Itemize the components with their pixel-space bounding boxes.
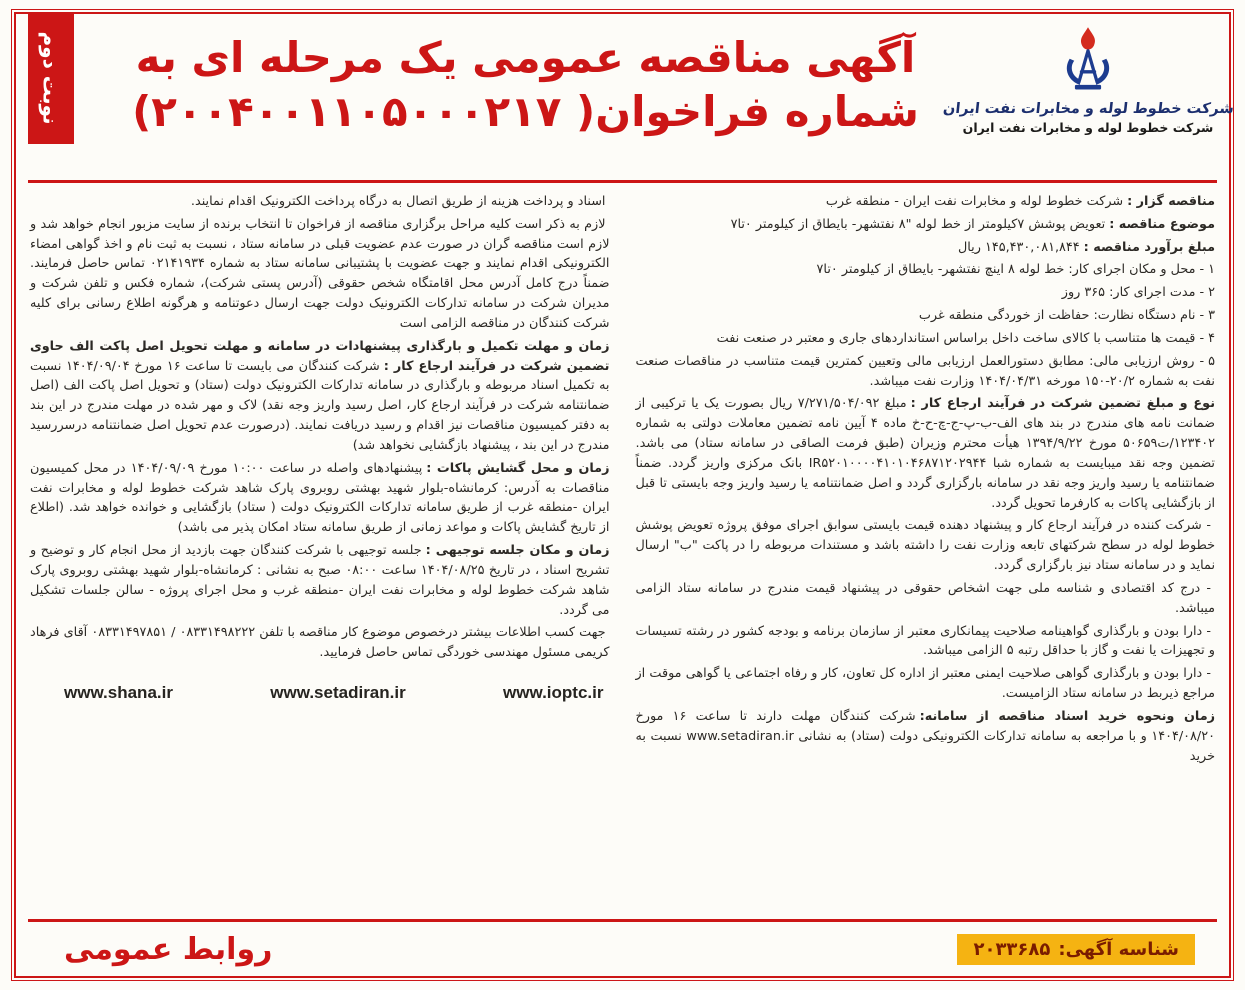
tender-item-submission-deadline [30, 337, 610, 456]
public-relations-label: روابط عمومی [64, 931, 273, 967]
tender-item-contracting-entity [636, 192, 1216, 212]
item-text: جهت کسب اطلاعات بیشتر درخصوص موضوع کار مناقصه با تلفن ۰۸۳۳۱۴۹۸۲۲۲ / ۰۸۳۳۱۴۹۷۸۵۱ آقای فرهاد کریمی مسئول مهندسی خوردگی تماس حاصل فرمایید. [30, 625, 610, 661]
column-right [636, 192, 1216, 913]
item-label: زمان و مهلت تکمیل و بارگذاری پیشنهادات در سامانه و مهلت تحویل اصل پاکت الف حاوی تضمین شرکت در فرآیند ارجاع کار : [30, 338, 610, 374]
item-text: - دارا بودن و بارگذاری گواهی صلاحیت ایمنی معتبر از اداره کل تعاون، کار و رفاه اجتماعی یا گواهی موقت از مراجع ذیربط در سامانه ستاد الزامیست. [635, 666, 1215, 702]
item-text: ۵- روش ارزیابی مالی: مطابق دستورالعمل ارزیابی مالی وتعیین کمترین قیمت متناسب در مناقصات صنعت نفت به شماره ۲۰/۲-۱۵۰ مورخه ۱۴۰۴/۰۴/۳۱ وزارت نفت میباشد. [635, 353, 1215, 389]
ad-title [88, 24, 963, 139]
ad-header [28, 18, 1235, 183]
item-label: مبلغ برآورد مناقصه : [1083, 239, 1215, 255]
tender-item-contractor-certificate [636, 622, 1216, 662]
item-label: موضوع مناقصه : [1109, 216, 1215, 232]
tender-item-location [636, 260, 1216, 280]
ad-id-value: ۲۰۳۳۶۸۵ [973, 938, 1051, 960]
item-label: زمان و مکان جلسه توجیهی : [425, 543, 610, 559]
website-shana: www.shana.ir [64, 683, 173, 703]
tender-item-envelope-opening [30, 459, 610, 538]
item-text: لازم به ذکر است کلیه مراحل برگزاری مناقصه از فراخوان تا انتخاب برنده از سایت مزبور انجام خواهد شد و لازم است مناقصه گران در صورت عدم عضویت قبلی در سامانه ستاد ، نسبت به ثبت نام و اخذ گواهی امضاء الکترونیکی اقدام نمایند و جهت عضویت با پشتیبانی سامانه ستاد به شماره ۰۲۱۴۱۹۳۴ تماس حاصل فرمایند. ضمناً درج کامل آدرس محل اقامتگاه شخص حقوقی (آدرس پستی شرکت)، شماره فکس و تلفن شرکت و مدیران شرکت در سامانه تدارکات الکترونیک دولت جهت ارسال دعوتنامه و هرگونه اطلاع رسانی برای کلیه شرکت کنندگان در مناقصه الزامی است [30, 216, 610, 331]
tender-item-financial-evaluation [636, 352, 1216, 392]
oil-company-logo-icon [1055, 26, 1121, 98]
item-label: زمان و محل گشایش پاکات : [426, 460, 610, 476]
item-text: مبلغ ۷/۲۷۱/۵۰۴/۰۹۲ ریال بصورت یک یا ترکیبی از ضمانت نامه های مندرج در بند های الف-ب-پ-ج-چ-ح-خ ماده ۴ آیین نامه تضمین معاملات دولتی به شماره ۱۲۳۴۰۲/ت۵۰۶۵۹ مورخ ۱۳۹۴/۹/۲۲ هیأت محترم وزیران (طبق فرمت الصاقی در سامانه ستاد) می باشد. تضمین وجه نقد میبایست به شماره شبا IR۵۲۰۱۰۰۰۰۴۱۰۱۰۴۶۸۷۱۲۰۲۹۴۴ بانک مرکزی واریز گردد. ضمناً ضمانتنامه یا رسید واریز وجه نقد در سامانه بارگزاری گردد و اصل ضمانتنامه یا رسید واریز وجه بایستی تا قبل از بازگشایی پاکات به کارفرما تحویل گردد. [635, 396, 1215, 511]
tender-item-safety-certificate [636, 664, 1216, 704]
company-name: شرکت خطوط لوله و مخابرات نفت ایران [962, 120, 1214, 135]
company-calligraphy: شرکت خطوط لوله و مخابرات نفت ایران [941, 101, 1235, 117]
tender-item-guarantee [636, 394, 1216, 513]
footer-band [28, 919, 1217, 976]
website-setadiran: www.setadiran.ir [270, 683, 406, 703]
ad-id-label: شناسه آگهی: [1058, 938, 1179, 960]
item-text: ۳- نام دستگاه نظارت: حفاظت از خوردگی منطقه غرب [918, 308, 1215, 324]
item-label: نوع و مبلغ تضمین شرکت در فرآیند ارجاع کار : [910, 396, 1215, 412]
item-text: جلسه توجیهی با شرکت کنندگان جهت بازدید از محل انجام کار و توضیح و تشریح اسناد ، در تاریخ ۱۴۰۴/۰۸/۲۵ ساعت ۰۸:۰۰ صبح به نشانی : کرمانشاه-بلوار شهید بهشتی روبروی پارک شاهد شرکت خطوط لوله و مخابرات نفت ایران -منطقه غرب و محل اجرای پروژه - سالن جلسات تشکیل می گردد. [30, 543, 610, 618]
tender-item-payment-continuation [30, 192, 610, 212]
tender-item-contact-info [30, 623, 610, 663]
item-text: ۱۴۵,۴۳۰,۰۸۱,۸۴۴ ریال [957, 239, 1080, 255]
item-text: شرکت کنندگان مهلت دارند تا ساعت ۱۶ مورخ ۱۴۰۴/۰۸/۲۰ و با مراجعه به سامانه تدارکات الکترونیکی دولت (ستاد) به نشانی www.setadiran.ir نسبت به خرید [635, 708, 1215, 764]
ad-id-badge [957, 934, 1195, 965]
ad-frame [14, 12, 1235, 978]
tender-item-subject [636, 215, 1216, 235]
item-text: ۲- مدت اجرای کار: ۳۶۵ روز [1061, 285, 1215, 301]
item-text: ۱- محل و مکان اجرای کار: خط لوله ۸ اینچ نفتشهر- بایطاق از کیلومتر ۰تا۷ [816, 262, 1215, 278]
website-ioptc: www.ioptc.ir [503, 683, 604, 703]
column-left [30, 192, 610, 913]
notice-badge [28, 12, 74, 144]
item-text: - دارا بودن و بارگذاری گواهینامه صلاحیت پیمانکاری معتبر از سازمان برنامه و بودجه کشور در رشته تسیسات و تجهیزات یا نفت و گاز با حداقل رتبه ۵ الزامی میباشد. [635, 623, 1215, 659]
tender-item-duration [636, 283, 1216, 303]
item-text: تعویض پوشش ۷کیلومتر از خط لوله "۸ نفتشهر- بایطاق از کیلومتر ۰تا۷ [730, 216, 1106, 232]
item-text: شرکت خطوط لوله و مخابرات نفت ایران - منطقه غرب [825, 194, 1124, 209]
tender-item-supervisor [636, 306, 1216, 326]
tender-item-document-purchase [636, 707, 1216, 766]
websites-row [30, 666, 610, 706]
tender-item-briefing-session [30, 541, 610, 620]
item-text: شرکت کنندگان می بایست تا ساعت ۱۶ مورخ ۱۴۰۴/۰۹/۰۴ نسبت به تکمیل اسناد مربوطه و بارگذاری در سامانه تدارکات الکترونیک دولت (ستاد) و تحویل اصل پاکت الف (اصل ضمانتنامه شرکت در فرآیند ارجاع کار، اصل رسید واریز وجه نقد) لاک و مهر شده در مهلت مندرج در این بند به دفتر کمیسیون مناقصات نیز اقدام و رسید دریافت نمایند. (درصورت عدم تحویل اصل ضمانتنامه درسررسید مندرج در این بند ، پیشنهاد بازگشایی نخواهد شد) [30, 358, 610, 453]
ad-title-line1: آگهی مناقصه عمومی یک مرحله ای به [135, 33, 916, 82]
ad-title-line2: شماره فراخوان( ۲۰۰۴۰۰۱۱۰۵۰۰۰۲۱۷) [132, 86, 919, 136]
item-label: زمان ونحوه خرید اسناد مناقصه از سامانه: [919, 708, 1215, 724]
tender-item-experience-requirement [636, 516, 1216, 575]
tender-item-pricing [636, 329, 1216, 349]
item-label: مناقصه گزار : [1127, 194, 1215, 209]
ad-body [28, 183, 1217, 913]
item-text: اسناد و پرداخت هزینه از طریق اتصال به درگاه پرداخت الکترونیک اقدام نمایند. [190, 194, 606, 209]
tender-item-economic-code [636, 579, 1216, 619]
item-text: - شرکت کننده در فرآیند ارجاع کار و پیشنهاد دهنده قیمت بایستی سوابق اجرای موفق پروژه تعویض پوشش خطوط لوله در سطح شرکتهای تابعه وزارت نفت را داشته باشد و مستندات مربوطه را در پاکت "ب" ارسال نماید و در سامانه ستاد نیز بارگزاری گردد. [635, 518, 1215, 574]
item-text: - درج کد اقتصادی و شناسه ملی جهت اشخاص حقوقی در پیشنهاد قیمت مندرج در سامانه ستاد الزامی میباشد. [635, 580, 1215, 616]
tender-item-estimate-amount [636, 238, 1216, 258]
notice-badge-text: نوبت دوم [38, 31, 63, 125]
company-logo-block [941, 24, 1235, 135]
item-text: پیشنهادهای واصله در ساعت ۱۰:۰۰ مورخ ۱۴۰۴/۰۹/۰۹ در محل کمیسیون مناقصات به آدرس: کرمانشاه-بلوار شهید بهشتی روبروی پارک شاهد شرکت خطوط لوله و مخابرات نفت ایران -منطقه غرب از طریق سامانه تدارکات الکترونیک دولت ( ستاد) بازگشایی و خوانده خواهد شد. (اطلاع از تاریخ گشایش پاکات و مواعد زمانی از طریق سامانه ستاد امکان پذیر می باشد) [30, 460, 610, 536]
tender-item-registration-note [30, 215, 610, 334]
item-text: ۴- قیمت ها متناسب با کالای ساخت داخل براساس استانداردهای جاری و معتبر در صنعت نفت [716, 330, 1215, 346]
